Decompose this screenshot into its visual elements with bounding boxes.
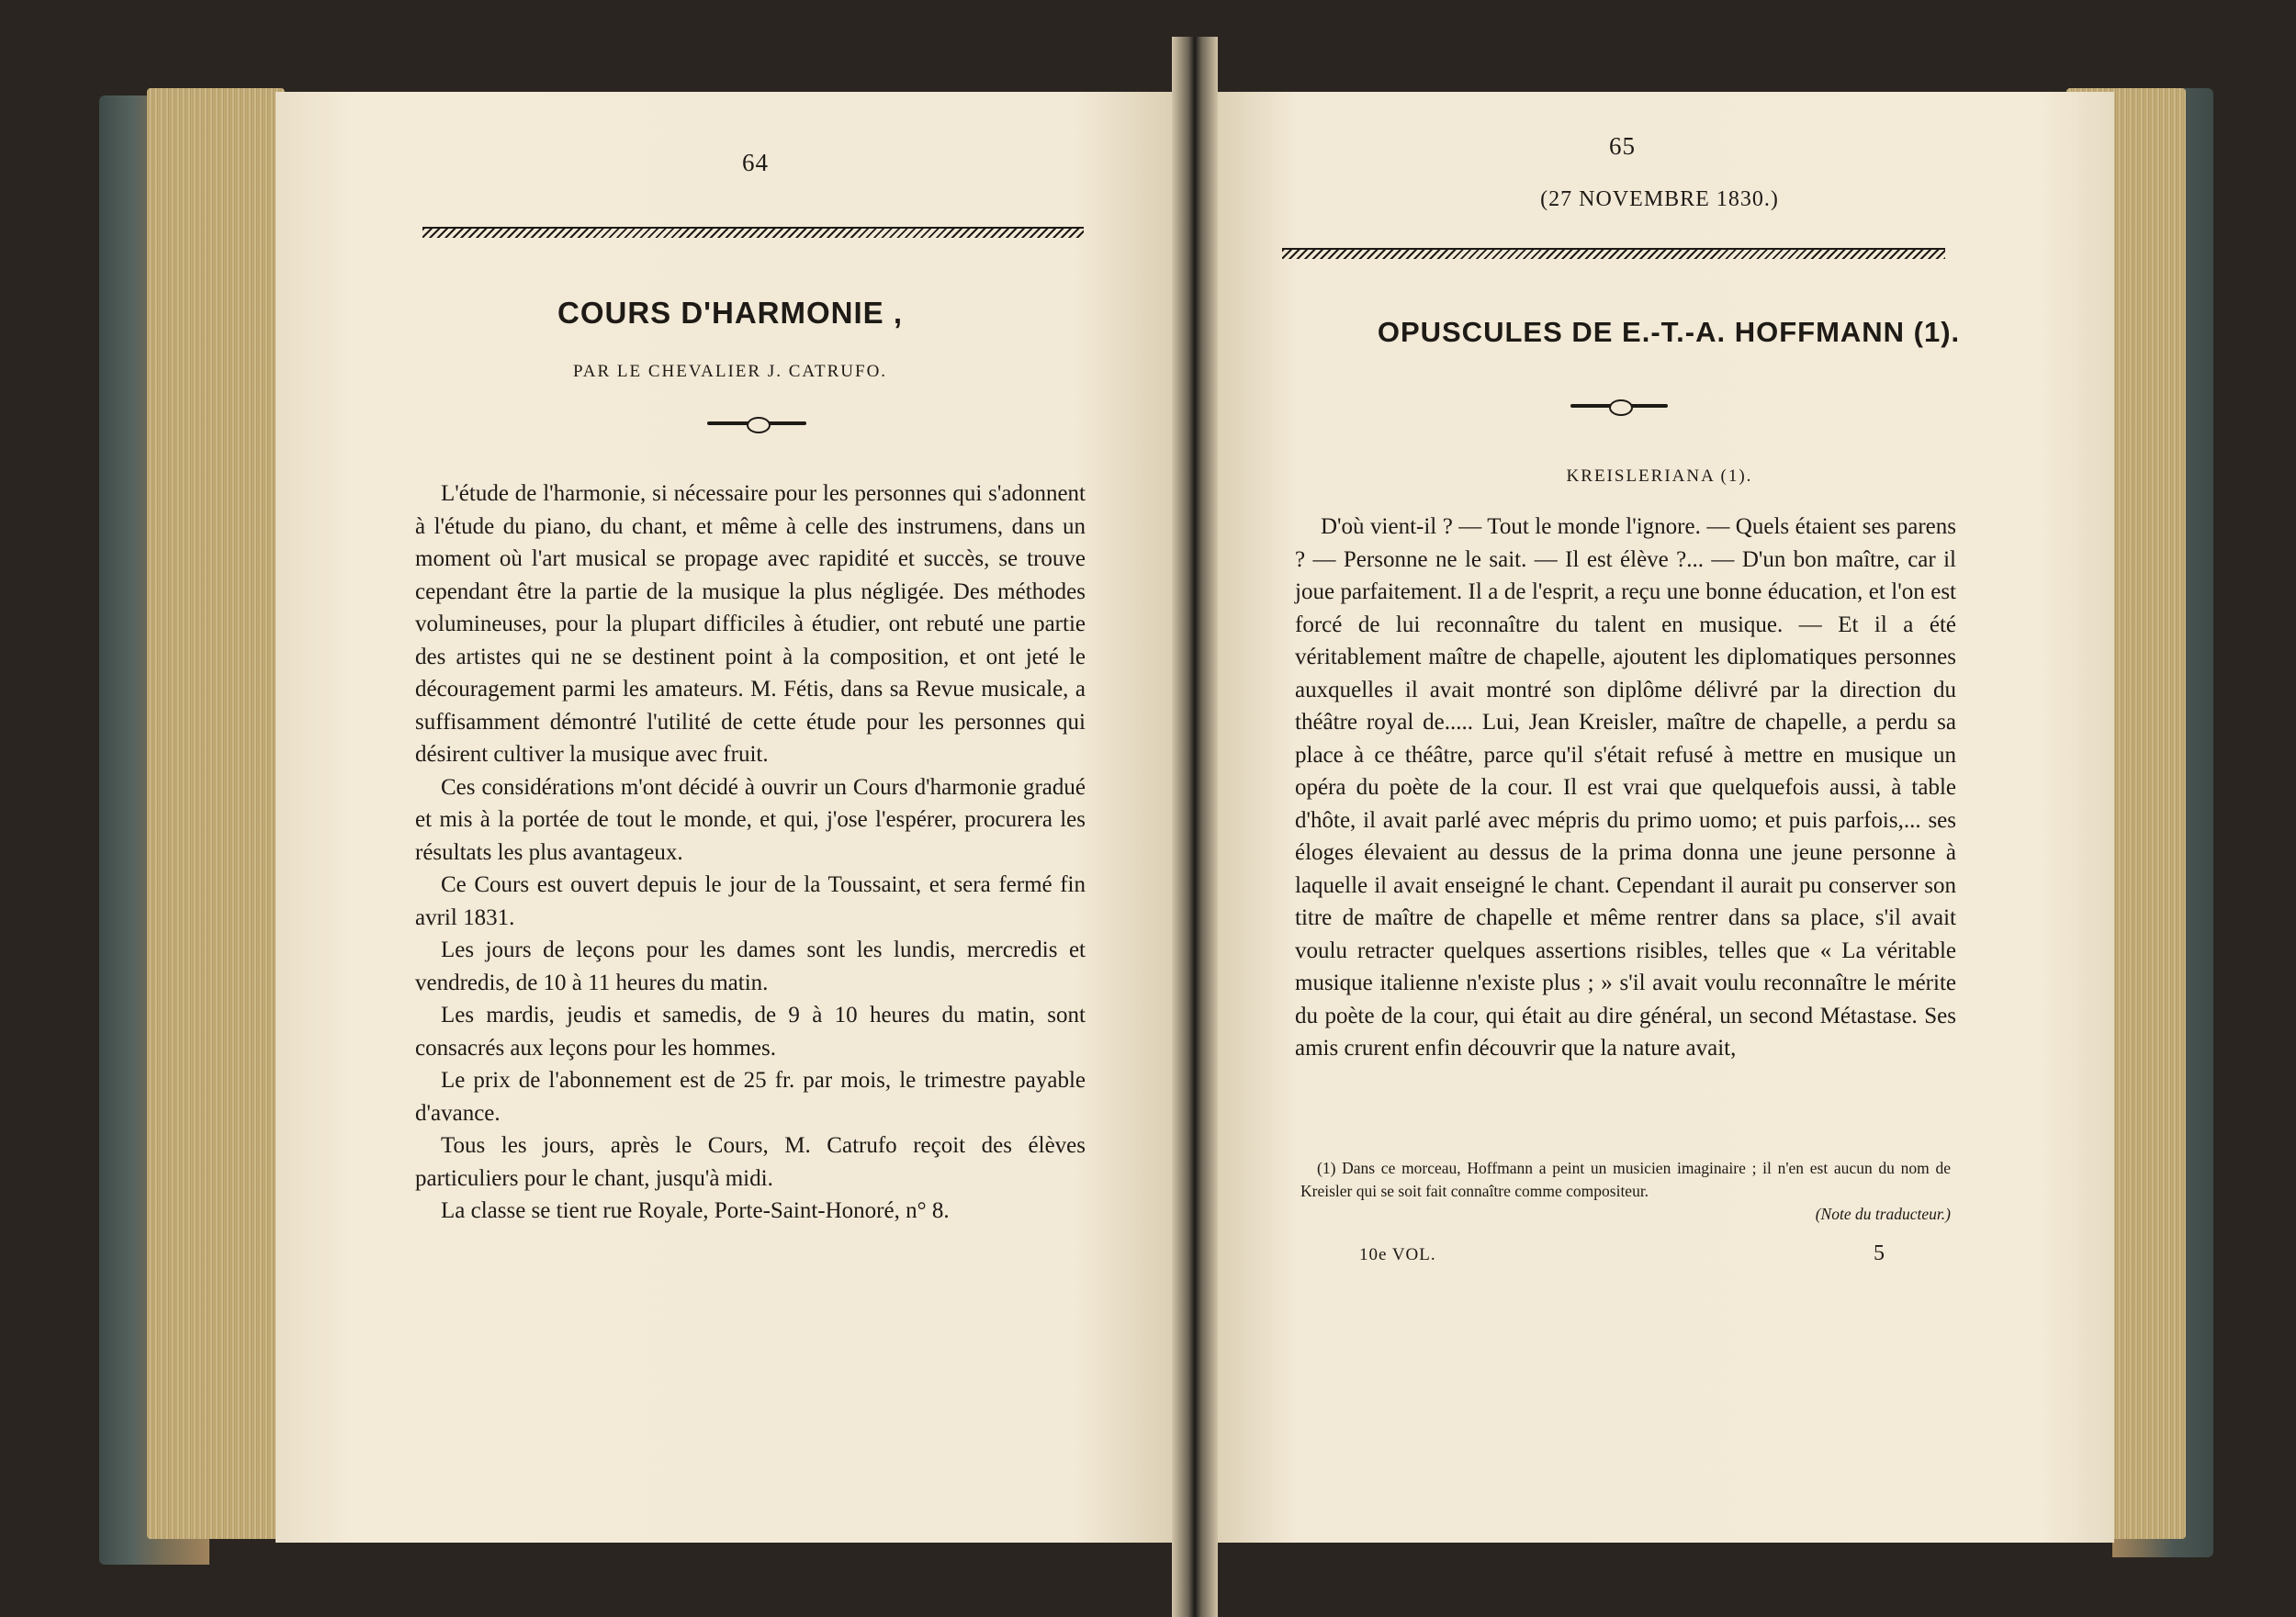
left-paragraph-7: Tous les jours, après le Cours, M. Catrufo reçoit des élèves particuliers pour le chant, jusqu'à midi.: [415, 1133, 1086, 1191]
ornament-left: [707, 421, 806, 425]
left-paragraph-3: Ce Cours est ouvert depuis le jour de la Toussaint, et sera fermé fin avril 1831.: [415, 872, 1086, 930]
left-paragraph-6: Le prix de l'abonnement est de 25 fr. par mois, le trimestre payable d'avance.: [415, 1068, 1086, 1126]
wavy-rule-left: [422, 227, 1084, 238]
left-paragraph-8: La classe se tient rue Royale, Porte-Saint-Honoré, n° 8.: [441, 1198, 950, 1223]
signature-number: 5: [1874, 1241, 1885, 1265]
page-edges-left: [147, 88, 285, 1539]
left-paragraph-4: Les jours de leçons pour les dames sont les lundis, mercredis et vendredis, de 10 à 11 heures du matin.: [415, 938, 1086, 995]
ornament-right: [1570, 404, 1668, 408]
book-gutter: [1172, 37, 1218, 1617]
right-title: OPUSCULES DE E.-T.-A. HOFFMANN (1).: [1377, 316, 1961, 348]
right-footnote: [1300, 1157, 1951, 1226]
right-body: [1295, 511, 1956, 1065]
issue-date: (27 NOVEMBRE 1830.): [1540, 187, 1779, 211]
left-paragraph-1: L'étude de l'harmonie, si nécessaire pour les personnes qui s'adonnent à l'étude du piano, du chant, et même à celle des instrumens, dans un moment où l'art musical se propage avec rapidité et succès, se trouve cependant être la partie de la musique la plus négligée. Des méthodes volumineuses, pour la plupart difficiles à étudier, ont rebuté une partie des artistes qui ne se destinent point à la composition, et ont jeté le découragement parmi les amateurs. M. Fétis, dans sa Revue musicale, a suffisamment démontré l'utilité de cette étude pour les personnes qui désirent cultiver la musique avec fruit.: [415, 481, 1086, 767]
right-subtitle: KREISLERIANA (1).: [1566, 466, 1753, 486]
left-body: [415, 477, 1086, 1228]
wavy-rule-right: [1282, 248, 1945, 259]
right-paragraph-1: D'où vient-il ? — Tout le monde l'ignore. — Quels étaient ses parens ? — Personne ne le sait. — Il est élève ?... — D'un bon maître, car il joue parfaitement. Il a de l'esprit, a reçu une bonne éducation, et l'on est forcé de lui reconnaître du talent en musique. — Et il a été véritablement maître de chapelle, ajoutent les diplomatiques personnes auxquelles il avait montré son diplôme délivré par la direction du théâtre royal de..... Lui, Jean Kreisler, maître de chapelle, a perdu sa place à ce théâtre, parce qu'il s'était refusé à mettre en musique un opéra du poète de la cour. Il est vrai que quelquefois aussi, à table d'hôte, il avait parlé avec mépris du primo uomo; et puis parfois,... ses éloges élevaient au dessus de la prima donna une jeune personne à laquelle il avait enseigné le chant. Cependant il aurait pu conserver son titre de maître de chapelle et même rentrer dans sa place, s'il avait voulu retracter quelques assertions risibles, telles que « La véritable musique italienne n'existe plus ; » s'il avait voulu reconnaître le mérite du poète de la cour, qui était au dire général, un second Métastase. Ses amis crurent enfin découvrir que la nature avait,: [1295, 514, 1956, 1061]
left-byline: PAR LE CHEVALIER J. CATRUFO.: [572, 362, 888, 381]
footnote-sign: (Note du traducteur.): [1815, 1205, 1951, 1223]
footnote-text: (1) Dans ce morceau, Hoffmann a peint un musicien imaginaire ; il n'en est aucun du nom de Kreisler qui se soit fait connaître comme compositeur.: [1300, 1159, 1951, 1200]
left-title: COURS D'HARMONIE ,: [557, 296, 904, 330]
left-paragraph-5: Les mardis, jeudis et samedis, de 9 à 10 heures du matin, sont consacrés aux leçons pour les hommes.: [415, 1003, 1086, 1061]
left-paragraph-2: Ces considérations m'ont décidé à ouvrir un Cours d'harmonie gradué et mis à la portée de tout le monde, et qui, j'ose l'espérer, procurera les résultats les plus avantageux.: [415, 774, 1086, 865]
page-number-right: 65: [1609, 132, 1636, 160]
right-page: [1205, 92, 2114, 1543]
signature-volume: 10e VOL.: [1359, 1245, 1436, 1264]
page-number-left: 64: [742, 149, 769, 176]
left-page: [276, 92, 1185, 1543]
